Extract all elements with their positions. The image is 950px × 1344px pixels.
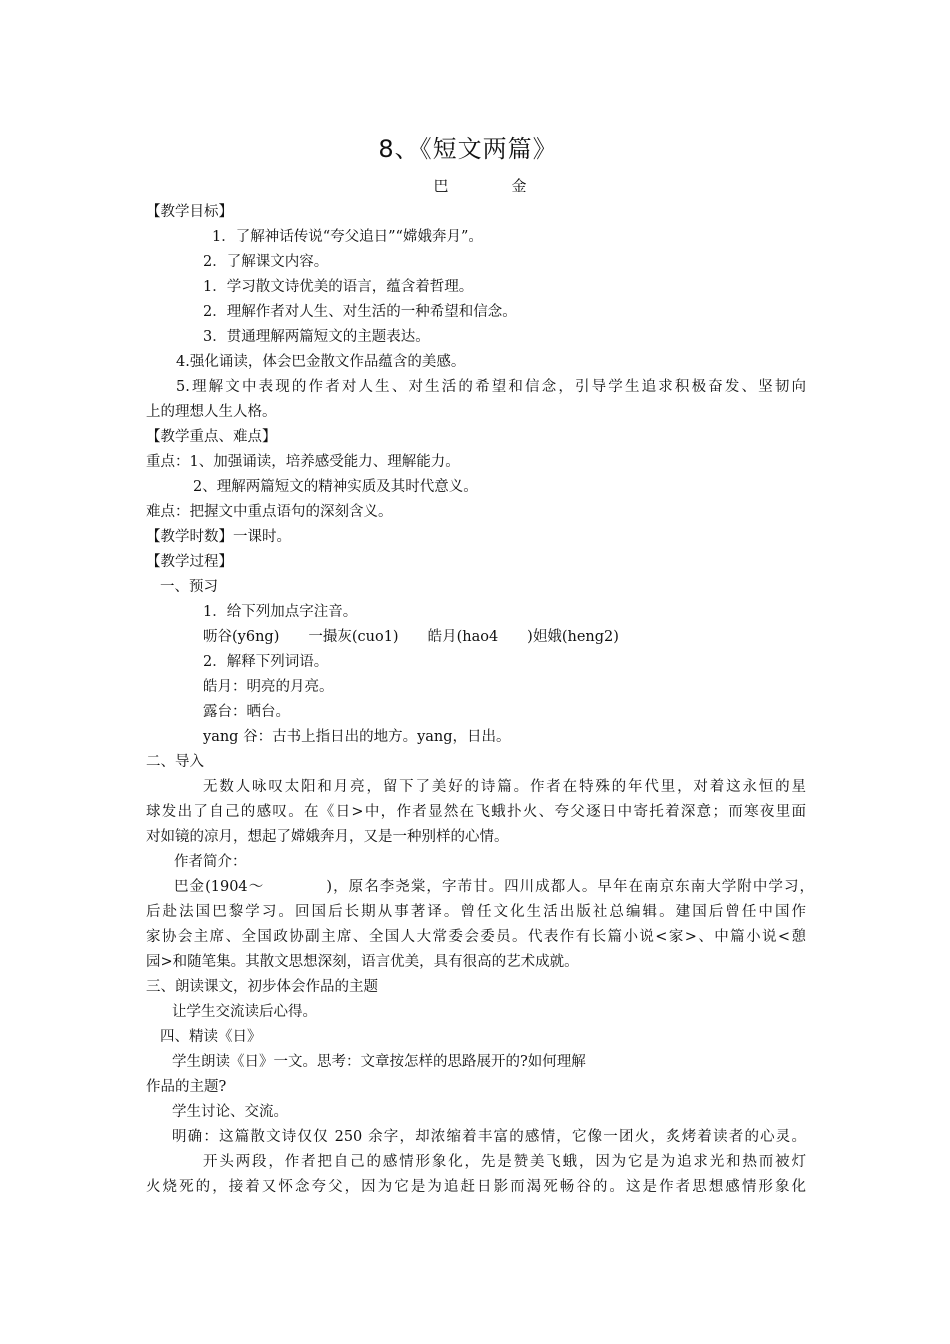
section-heading-process: 【教学过程】 (146, 554, 233, 570)
document-author: 巴 金 (433, 177, 551, 195)
subsection-heading-reading: 三、朗读课文，初步体会作品的主题 (146, 979, 378, 995)
text-line: 3．贯通理解两篇短文的主题表达。 (203, 329, 430, 345)
text-line: 难点：把握文中重点语句的深刻含义。 (146, 504, 393, 520)
subsection-heading-preview: 一、预习 (160, 579, 218, 595)
text-line: 无数人咏叹太阳和月亮，留下了美好的诗篇。作者在特殊的年代里，对着这永恒的星 (203, 779, 806, 795)
text-line: 上的理想人生人格。 (146, 404, 277, 420)
document-title: 8、《短文两篇》 (378, 135, 558, 163)
text-line: 开头两段，作者把自己的感情形象化，先是赞美飞蛾，因为它是为追求光和热而被灯 (203, 1154, 806, 1170)
text-line: 家协会主席、全国政协副主席、全国人大常委会委员。代表作有长篇小说<家>、中篇小说<憩 (146, 929, 806, 945)
text-line: 作品的主题? (146, 1079, 227, 1095)
section-heading-key-points: 【教学重点、难点】 (146, 429, 277, 445)
text-line: 明确：这篇散文诗仅仅 250 余字，却浓缩着丰富的感情，它像一团火，炙烤着读者的心灵。 (172, 1129, 806, 1145)
text-line: 火烧死的，接着又怀念夸父，因为它是为追赶日影而渴死畅谷的。这是作者思想感情形象化 (146, 1179, 806, 1195)
text-line: 重点：1、加强诵读，培养感受能力、理解能力。 (146, 454, 460, 470)
text-line: 4.强化诵读，体会巴金散文作品蕴含的美感。 (176, 354, 466, 370)
text-line: yang 谷：古书上指日出的地方。yang，日出。 (203, 729, 511, 745)
text-line: 1．了解神话传说“夸父追日”“嫦娥奔月”。 (212, 229, 483, 245)
text-line: 呖谷(y6ng) 一撮灰(cuo1) 皓月(hao4 )妲娥(heng2) (203, 629, 619, 645)
text-line: 5.理解文中表现的作者对人生、对生活的希望和信念，引导学生追求积极奋发、坚韧向 (176, 379, 806, 395)
subsection-heading-intro: 二、导入 (146, 754, 204, 770)
text-line: 巴金(1904～ )，原名李尧棠，字芾甘。四川成都人。早年在南京东南大学附中学习， (174, 879, 814, 895)
text-line: 2．理解作者对人生、对生活的一种希望和信念。 (203, 304, 517, 320)
text-line: 学生讨论、交流。 (172, 1104, 288, 1120)
text-line: 对如镜的凉月，想起了嫦娥奔月，又是一种别样的心情。 (146, 829, 509, 845)
text-line: 后赴法国巴黎学习。回国后长期从事著译。曾任文化生活出版社总编辑。建国后曾任中国作 (146, 904, 806, 920)
text-line: 2．解释下列词语。 (203, 654, 329, 670)
text-line: 1．学习散文诗优美的语言，蕴含着哲理。 (203, 279, 474, 295)
text-line: 让学生交流读后心得。 (172, 1004, 317, 1020)
text-line: 园>和随笔集。其散文思想深刻，语言优美，具有很高的艺术成就。 (146, 954, 579, 970)
text-line: 露台：晒台。 (203, 704, 290, 720)
text-line: 2、理解两篇短文的精神实质及其时代意义。 (193, 479, 478, 495)
text-line: 学生朗读《日》一文。思考：文章按怎样的思路展开的?如何理解 (172, 1054, 586, 1070)
section-heading-hours: 【教学时数】一课时。 (146, 529, 291, 545)
text-line: 皓月：明亮的月亮。 (203, 679, 334, 695)
text-line: 2．了解课文内容。 (203, 254, 329, 270)
section-heading-objectives: 【教学目标】 (146, 204, 233, 220)
text-line: 球发出了自己的感叹。在《日>中，作者显然在飞蛾扑火、夸父逐日中寄托着深意；而寒夜里面 (146, 804, 806, 820)
text-line: 作者简介： (174, 854, 247, 870)
subsection-heading-close-reading: 四、精读《日》 (160, 1029, 262, 1045)
text-line: 1．给下列加点字注音。 (203, 604, 358, 620)
